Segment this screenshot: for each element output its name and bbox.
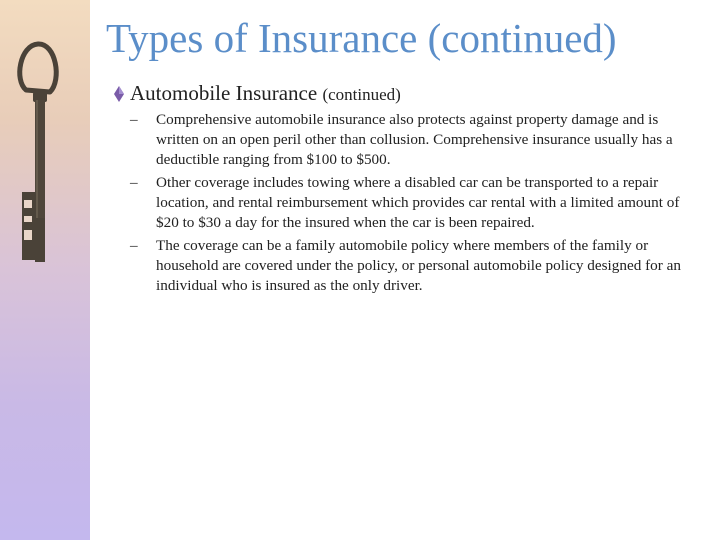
sub-bullet-list [128, 110, 700, 299]
diamond-bullet-icon [112, 85, 126, 103]
sub-bullet-comprehensive [128, 110, 700, 170]
slide-title: Types of Insurance (continued) [106, 15, 617, 61]
dash-marker: – [130, 174, 138, 191]
main-bullet-automobile-insurance [130, 80, 401, 108]
sub-bullet-policy-types [128, 236, 700, 296]
sub-bullet-other-coverage [128, 173, 700, 233]
dash-marker: – [130, 237, 138, 254]
sub-bullet-text: The coverage can be a family automobile policy where members of the family or household are covered under the policy, or personal automobile policy designed for an individual who is insured as the only driver. [156, 237, 681, 294]
main-bullet-suffix: (continued) [322, 85, 401, 104]
dash-marker: – [130, 111, 138, 128]
main-bullet-label: Automobile Insurance [130, 81, 318, 105]
sub-bullet-text: Comprehensive automobile insurance also protects against property damage and is written on an open peril other than collusion. Comprehensive insurance usually has a deductible ranging from $100 to $500. [156, 111, 673, 168]
sub-bullet-text: Other coverage includes towing where a disabled car can be transported to a repair location, and rental reimbursement which provides car rental with a limited amount of $20 to $30 a day for the insured when the car is been repaired. [156, 174, 680, 231]
antique-key-icon [0, 0, 90, 300]
